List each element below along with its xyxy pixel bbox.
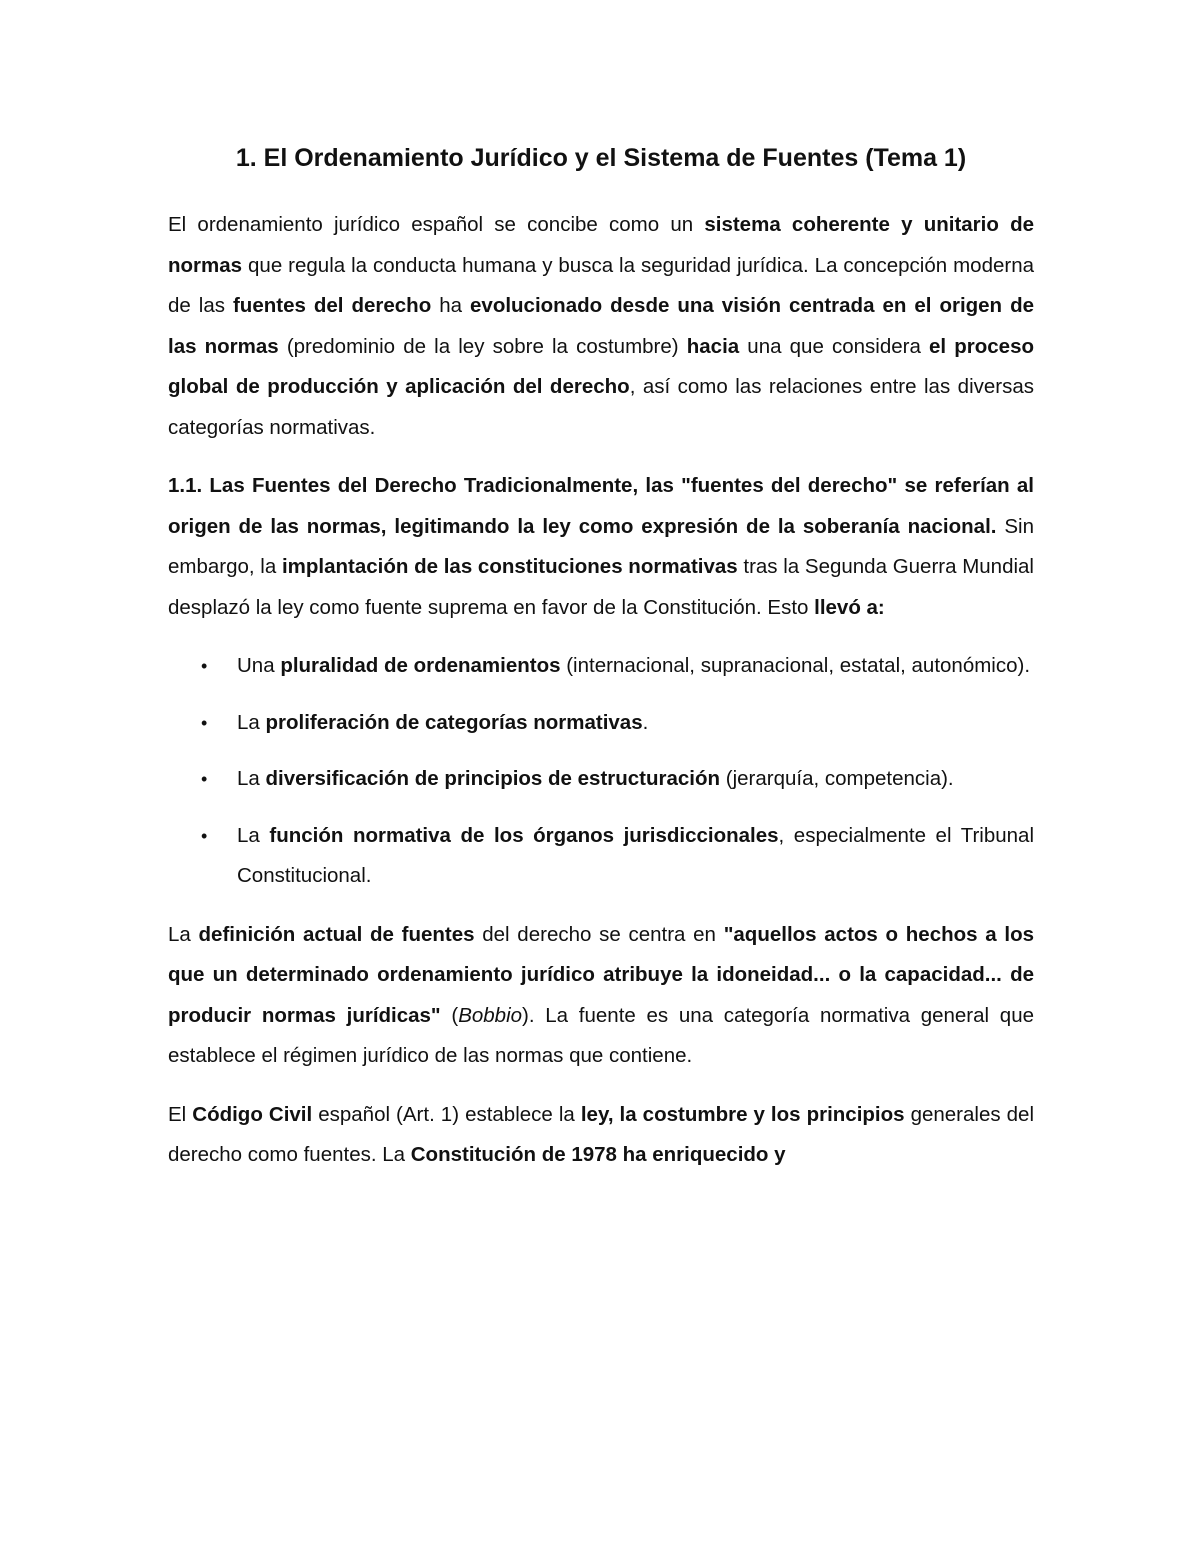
bold-run: diversificación de principios de estructuración	[265, 767, 721, 790]
list-item	[168, 703, 1034, 744]
bold-run: hacia	[686, 334, 740, 358]
text-run: El	[168, 1102, 193, 1126]
bold-run: proliferación de categorías normativas	[265, 710, 643, 734]
bold-run: fuentes del derecho	[232, 294, 432, 317]
text-run: del derecho se centra en	[474, 922, 724, 946]
text-run: generales del derecho como fuentes. La	[168, 1102, 1035, 1166]
text-run: La	[237, 710, 266, 734]
bold-quote-run: "aquellos actos o hechos a los que un determinado ordenamiento jurídico atribuye la idoneidad... o la capacidad... de producir normas jurídicas"	[168, 922, 1034, 1027]
document-body	[168, 135, 1034, 1194]
bold-run: definición actual de fuentes	[198, 922, 475, 946]
text-run: que regula la conducta humana y busca la seguridad jurídica. La concepción moderna de las	[168, 253, 1034, 317]
text-run: La	[168, 922, 199, 946]
text-run: .	[642, 710, 649, 734]
text-run: Sin embargo, la	[168, 514, 1034, 578]
bullet-icon: •	[201, 656, 208, 676]
text-run: , especialmente el Tribunal Constitucional.	[237, 823, 1035, 887]
bold-run: implantación de las constituciones normativas	[281, 555, 738, 578]
paragraph-intro	[168, 205, 1034, 448]
text-run: (internacional, supranacional, estatal, autonómico).	[560, 654, 1031, 677]
text-run: ha	[431, 294, 471, 317]
text-run: Una	[237, 654, 281, 677]
paragraph-codigo-civil	[168, 1095, 1034, 1176]
text-run: tras la Segunda Guerra Mundial desplazó la ley como fuente suprema en favor de la Constitución. Esto	[168, 555, 1034, 619]
text-run: La	[237, 767, 266, 790]
bullet-icon: •	[201, 825, 208, 846]
bold-run: Código Civil	[192, 1102, 313, 1126]
bold-run: función normativa de los órganos jurisdiccionales	[269, 823, 779, 847]
italic-run: Bobbio	[458, 1003, 523, 1027]
paragraph-section-1-1	[168, 466, 1034, 628]
page-title: 1. El Ordenamiento Jurídico y el Sistema de Fuentes (Tema 1)	[235, 144, 967, 172]
bold-run: pluralidad de ordenamientos	[280, 654, 561, 677]
text-run: español (Art. 1) establece la	[312, 1102, 581, 1126]
list-item	[168, 646, 1034, 687]
bold-run: llevó a:	[814, 595, 885, 619]
text-run: una que considera	[739, 334, 930, 358]
bold-run: el proceso global de producción y aplicación del derecho	[168, 334, 1034, 398]
list-item	[168, 759, 1034, 800]
text-run: (jerarquía, competencia).	[720, 767, 954, 790]
bullet-icon: •	[201, 712, 208, 733]
section-heading-run: 1.1. Las Fuentes del Derecho Tradicionalmente, las "fuentes del derecho" se referían al origen de las normas, legitimando la ley como expresión de la soberanía nacional.	[168, 474, 1034, 538]
text-run: (	[440, 1003, 459, 1027]
bullet-icon: •	[201, 769, 208, 789]
text-run: La	[237, 823, 270, 847]
paragraph-definition	[168, 915, 1034, 1077]
bullet-list	[168, 646, 1034, 897]
bold-run: Constitución de 1978 ha enriquecido y	[410, 1143, 786, 1166]
text-run: El ordenamiento jurídico español se concibe como un	[168, 213, 705, 236]
bold-run: ley, la costumbre y los principios	[580, 1102, 905, 1126]
text-run: (predominio de la ley sobre la costumbre)	[278, 334, 687, 358]
bold-run: evolucionado desde una visión centrada en el origen de las normas	[168, 294, 1034, 358]
bold-run: sistema coherente y unitario de normas	[168, 213, 1034, 277]
text-run: , así como las relaciones entre las diversas categorías normativas.	[168, 375, 1034, 439]
text-run: ). La fuente es una categoría normativa general que establece el régimen jurídico de las normas que contiene.	[168, 1003, 1034, 1067]
list-item	[168, 816, 1034, 897]
